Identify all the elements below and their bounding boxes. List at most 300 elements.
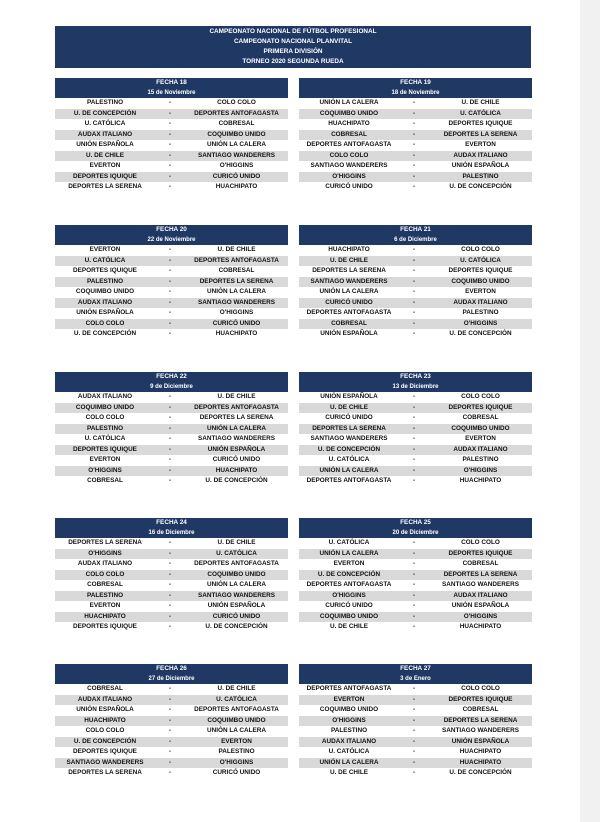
match-separator: - bbox=[412, 602, 416, 609]
match-row bbox=[299, 287, 532, 298]
match-row bbox=[55, 570, 288, 581]
match-row bbox=[55, 737, 288, 748]
match-separator: - bbox=[168, 685, 172, 692]
home-team: COQUIMBO UNIDO bbox=[75, 403, 135, 411]
home-team: O'HIGGINS bbox=[332, 716, 366, 724]
match-separator: - bbox=[168, 424, 172, 432]
match-separator: - bbox=[168, 414, 172, 421]
match-row bbox=[55, 98, 288, 109]
match-row bbox=[55, 298, 288, 309]
away-team: COQUIMBO UNIDO bbox=[207, 130, 266, 138]
away-team: COLO COLO bbox=[461, 539, 500, 546]
match-row bbox=[299, 298, 532, 309]
match-separator: - bbox=[412, 267, 416, 274]
fecha-date: 3 de Enero bbox=[299, 674, 532, 684]
home-team: O'HIGGINS bbox=[88, 549, 122, 557]
away-team: O'HIGGINS bbox=[463, 319, 498, 327]
home-team: DEPORTES LA SERENA bbox=[68, 539, 142, 546]
home-team: PALESTINO bbox=[86, 591, 124, 599]
match-row bbox=[55, 308, 288, 319]
home-team: HUACHIPATO bbox=[328, 120, 370, 127]
away-team: O'HIGGINS bbox=[463, 612, 498, 620]
fecha-block bbox=[55, 225, 288, 340]
match-row bbox=[299, 737, 532, 748]
home-team: U. DE CHILE bbox=[86, 151, 124, 159]
match-separator: - bbox=[412, 612, 416, 620]
home-team: UNIÓN LA CALERA bbox=[319, 466, 379, 474]
away-team: COLO COLO bbox=[217, 99, 256, 106]
fecha-date: 18 de Noviembre bbox=[299, 88, 532, 98]
away-team: COBRESAL bbox=[218, 267, 255, 274]
away-team: U. DE CHILE bbox=[217, 393, 256, 400]
match-row bbox=[55, 747, 288, 758]
match-row bbox=[55, 287, 288, 298]
home-team: U. DE CONCEPCIÓN bbox=[73, 737, 137, 745]
match-separator: - bbox=[412, 298, 416, 306]
away-team: EVERTON bbox=[465, 288, 496, 295]
home-team: UNIÓN ESPAÑOLA bbox=[76, 141, 134, 148]
match-row bbox=[299, 455, 532, 466]
away-team: COBRESAL bbox=[462, 414, 499, 421]
away-team: HUACHIPATO bbox=[459, 758, 502, 766]
fecha-title: FECHA 25 bbox=[299, 518, 532, 528]
away-team: SANTIAGO WANDERERS bbox=[441, 727, 520, 734]
away-team: HUACHIPATO bbox=[459, 623, 502, 630]
match-separator: - bbox=[168, 477, 172, 484]
away-team: DEPORTES ANTOFAGASTA bbox=[194, 560, 279, 567]
match-row bbox=[299, 695, 532, 706]
home-team: UNIÓN ESPAÑOLA bbox=[76, 706, 134, 713]
away-team: UNIÓN LA CALERA bbox=[206, 424, 267, 432]
match-row bbox=[299, 612, 532, 623]
away-team: SANTIAGO WANDERERS bbox=[197, 591, 276, 599]
away-team: CURICÓ UNIDO bbox=[212, 456, 261, 463]
match-separator: - bbox=[168, 539, 172, 546]
home-team: COQUIMBO UNIDO bbox=[319, 706, 379, 713]
away-team: O'HIGGINS bbox=[219, 162, 254, 169]
away-team: SANTIAGO WANDERERS bbox=[441, 581, 520, 588]
away-team: COQUIMBO UNIDO bbox=[207, 716, 266, 724]
home-team: CURICÓ UNIDO bbox=[325, 183, 373, 190]
home-team: UNIÓN ESPAÑOLA bbox=[76, 309, 134, 316]
match-row bbox=[299, 591, 532, 602]
home-team: O'HIGGINS bbox=[332, 591, 366, 599]
home-team: PALESTINO bbox=[86, 424, 124, 432]
home-team: U. DE CHILE bbox=[330, 769, 368, 776]
match-separator: - bbox=[168, 466, 172, 474]
away-team: DEPORTES ANTOFAGASTA bbox=[194, 706, 279, 713]
home-team: HUACHIPATO bbox=[328, 246, 370, 253]
away-team: U. DE CONCEPCIÓN bbox=[449, 183, 512, 190]
header-line-1: CAMPEONATO NACIONAL DE FÚTBOL PROFESIONAL bbox=[209, 28, 377, 35]
away-team: UNIÓN ESPAÑOLA bbox=[451, 737, 510, 745]
match-row bbox=[55, 434, 288, 445]
home-team: U. CATÓLICA bbox=[84, 256, 126, 264]
match-row bbox=[55, 695, 288, 706]
home-team: CURICÓ UNIDO bbox=[325, 414, 373, 421]
home-team: COQUIMBO UNIDO bbox=[319, 612, 379, 620]
fecha-date: 20 de Diciembre bbox=[299, 528, 532, 538]
match-row bbox=[299, 256, 532, 267]
home-team: DEPORTES LA SERENA bbox=[68, 769, 142, 776]
match-separator: - bbox=[412, 288, 416, 295]
scrollbar[interactable] bbox=[580, 0, 600, 822]
match-separator: - bbox=[412, 246, 416, 253]
match-separator: - bbox=[168, 758, 172, 766]
match-separator: - bbox=[412, 758, 416, 766]
home-team: U. CATÓLICA bbox=[84, 435, 126, 442]
away-team: HUACHIPATO bbox=[459, 748, 502, 755]
home-team: U. CATÓLICA bbox=[328, 456, 370, 463]
match-row bbox=[299, 245, 532, 256]
fecha-date: 13 de Diciembre bbox=[299, 382, 532, 392]
home-team: AUDAX ITALIANO bbox=[321, 737, 377, 745]
match-separator: - bbox=[168, 581, 172, 588]
match-row bbox=[55, 151, 288, 162]
match-row bbox=[55, 591, 288, 602]
fecha-block bbox=[299, 225, 532, 340]
match-row bbox=[299, 570, 532, 581]
match-separator: - bbox=[168, 716, 172, 724]
away-team: UNIÓN LA CALERA bbox=[206, 581, 267, 588]
home-team: DEPORTES LA SERENA bbox=[68, 183, 142, 190]
match-separator: - bbox=[168, 591, 172, 599]
home-team: EVERTON bbox=[89, 246, 121, 253]
home-team: SANTIAGO WANDERERS bbox=[66, 758, 144, 766]
away-team: U. DE CHILE bbox=[217, 246, 256, 253]
match-row bbox=[299, 580, 532, 591]
fecha-block bbox=[55, 78, 288, 193]
away-team: DEPORTES IQUIQUE bbox=[448, 267, 513, 274]
home-team: COBRESAL bbox=[87, 581, 123, 588]
away-team: UNIÓN ESPAÑOLA bbox=[207, 602, 266, 609]
home-team: DEPORTES IQUIQUE bbox=[73, 623, 137, 630]
away-team: U. DE CHILE bbox=[217, 539, 256, 546]
match-row bbox=[55, 424, 288, 435]
home-team: HUACHIPATO bbox=[84, 612, 126, 620]
match-row bbox=[55, 130, 288, 141]
match-row bbox=[55, 705, 288, 716]
match-separator: - bbox=[412, 435, 416, 442]
match-separator: - bbox=[412, 560, 416, 567]
home-team: SANTIAGO WANDERERS bbox=[310, 435, 388, 442]
home-team: CURICÓ UNIDO bbox=[325, 602, 373, 609]
home-team: SANTIAGO WANDERERS bbox=[310, 277, 388, 285]
match-separator: - bbox=[412, 319, 416, 327]
match-row bbox=[299, 151, 532, 162]
match-separator: - bbox=[168, 288, 172, 295]
away-team: SANTIAGO WANDERERS bbox=[197, 435, 276, 442]
match-row bbox=[55, 245, 288, 256]
away-team: AUDAX ITALIANO bbox=[453, 445, 508, 453]
match-row bbox=[299, 172, 532, 183]
away-team: UNIÓN ESPAÑOLA bbox=[451, 162, 510, 169]
match-separator: - bbox=[412, 309, 416, 316]
home-team: AUDAX ITALIANO bbox=[77, 130, 133, 138]
fecha-title: FECHA 20 bbox=[55, 225, 288, 235]
match-separator: - bbox=[168, 151, 172, 159]
home-team: DEPORTES ANTOFAGASTA bbox=[306, 685, 392, 692]
away-team: COBRESAL bbox=[462, 560, 499, 567]
home-team: DEPORTES ANTOFAGASTA bbox=[306, 309, 392, 316]
match-separator: - bbox=[412, 445, 416, 453]
fecha-title: FECHA 19 bbox=[299, 78, 532, 88]
fecha-title: FECHA 24 bbox=[55, 518, 288, 528]
away-team: DEPORTES LA SERENA bbox=[443, 130, 518, 138]
match-separator: - bbox=[412, 748, 416, 755]
match-separator: - bbox=[412, 414, 416, 421]
fecha-date: 16 de Diciembre bbox=[55, 528, 288, 538]
home-team: U. CATÓLICA bbox=[328, 748, 370, 755]
home-team: UNIÓN ESPAÑOLA bbox=[320, 393, 378, 400]
match-row bbox=[55, 559, 288, 570]
match-row bbox=[299, 130, 532, 141]
away-team: COBRESAL bbox=[462, 706, 499, 713]
home-team: COBRESAL bbox=[87, 685, 123, 692]
match-row bbox=[299, 140, 532, 151]
home-team: SANTIAGO WANDERERS bbox=[310, 162, 388, 169]
away-team: AUDAX ITALIANO bbox=[453, 591, 508, 599]
home-team: UNIÓN LA CALERA bbox=[319, 758, 379, 766]
away-team: EVERTON bbox=[221, 737, 252, 745]
match-separator: - bbox=[168, 309, 172, 316]
home-team: COLO COLO bbox=[85, 319, 125, 327]
home-team: U. DE CONCEPCIÓN bbox=[73, 109, 137, 117]
match-separator: - bbox=[412, 256, 416, 264]
match-row bbox=[299, 445, 532, 456]
match-separator: - bbox=[412, 539, 416, 546]
match-separator: - bbox=[412, 549, 416, 557]
away-team: COLO COLO bbox=[461, 393, 500, 400]
match-row bbox=[299, 392, 532, 403]
away-team: EVERTON bbox=[465, 435, 496, 442]
match-row bbox=[55, 455, 288, 466]
away-team: CURICÓ UNIDO bbox=[212, 172, 261, 180]
match-row bbox=[299, 476, 532, 487]
home-team: COLO COLO bbox=[85, 414, 125, 421]
away-team: DEPORTES IQUIQUE bbox=[448, 549, 513, 557]
match-separator: - bbox=[412, 716, 416, 724]
match-separator: - bbox=[168, 769, 172, 776]
match-row bbox=[55, 161, 288, 172]
match-separator: - bbox=[412, 477, 416, 484]
away-team: O'HIGGINS bbox=[463, 466, 498, 474]
home-team: COLO COLO bbox=[85, 570, 125, 578]
match-separator: - bbox=[168, 246, 172, 253]
match-separator: - bbox=[412, 769, 416, 776]
match-row bbox=[299, 119, 532, 130]
away-team: EVERTON bbox=[465, 141, 496, 148]
match-separator: - bbox=[168, 256, 172, 264]
away-team: DEPORTES LA SERENA bbox=[199, 414, 274, 421]
match-row bbox=[55, 684, 288, 695]
match-separator: - bbox=[168, 120, 172, 127]
match-row bbox=[299, 466, 532, 477]
away-team: DEPORTES LA SERENA bbox=[199, 277, 274, 285]
fecha-block bbox=[299, 518, 532, 633]
match-row bbox=[299, 716, 532, 727]
home-team: U. DE CONCEPCIÓN bbox=[317, 570, 381, 578]
away-team: SANTIAGO WANDERERS bbox=[197, 298, 276, 306]
match-row bbox=[299, 434, 532, 445]
match-separator: - bbox=[412, 162, 416, 169]
home-team: DEPORTES IQUIQUE bbox=[73, 172, 137, 180]
home-team: DEPORTES IQUIQUE bbox=[73, 267, 137, 274]
match-separator: - bbox=[168, 183, 172, 190]
match-row bbox=[55, 182, 288, 193]
away-team: CURICÓ UNIDO bbox=[212, 319, 261, 327]
match-row bbox=[55, 119, 288, 130]
home-team: CURICÓ UNIDO bbox=[325, 298, 373, 306]
match-row bbox=[55, 140, 288, 151]
away-team: HUACHIPATO bbox=[459, 477, 502, 484]
match-row bbox=[299, 538, 532, 549]
match-separator: - bbox=[168, 162, 172, 169]
home-team: COBRESAL bbox=[331, 319, 367, 327]
away-team: HUACHIPATO bbox=[215, 183, 258, 190]
away-team: COQUIMBO UNIDO bbox=[451, 277, 510, 285]
match-separator: - bbox=[412, 151, 416, 159]
away-team: DEPORTES LA SERENA bbox=[443, 570, 518, 578]
match-separator: - bbox=[168, 602, 172, 609]
match-separator: - bbox=[168, 393, 172, 400]
away-team: AUDAX ITALIANO bbox=[453, 151, 508, 159]
away-team: U. DE CONCEPCIÓN bbox=[449, 769, 512, 776]
match-separator: - bbox=[412, 466, 416, 474]
match-row bbox=[299, 684, 532, 695]
away-team: SANTIAGO WANDERERS bbox=[197, 151, 276, 159]
match-separator: - bbox=[168, 298, 172, 306]
away-team: U. CATÓLICA bbox=[216, 695, 257, 703]
match-separator: - bbox=[168, 319, 172, 327]
match-row bbox=[299, 109, 532, 120]
match-separator: - bbox=[412, 183, 416, 190]
away-team: HUACHIPATO bbox=[215, 330, 258, 337]
home-team: U. DE CHILE bbox=[330, 256, 368, 264]
home-team: COQUIMBO UNIDO bbox=[319, 109, 379, 117]
away-team: O'HIGGINS bbox=[219, 309, 254, 316]
match-separator: - bbox=[168, 267, 172, 274]
match-row bbox=[299, 758, 532, 769]
away-team: U. DE CHILE bbox=[217, 685, 256, 692]
match-row bbox=[299, 277, 532, 288]
match-row bbox=[299, 266, 532, 277]
match-row bbox=[55, 622, 288, 633]
away-team: DEPORTES ANTOFAGASTA bbox=[194, 403, 279, 411]
away-team: PALESTINO bbox=[462, 309, 499, 316]
home-team: PALESTINO bbox=[330, 727, 368, 734]
match-separator: - bbox=[412, 591, 416, 599]
home-team: DEPORTES ANTOFAGASTA bbox=[306, 581, 392, 588]
match-separator: - bbox=[412, 130, 416, 138]
match-row bbox=[55, 256, 288, 267]
away-team: DEPORTES LA SERENA bbox=[443, 716, 518, 724]
away-team: CURICÓ UNIDO bbox=[212, 769, 261, 776]
home-team: U. DE CONCEPCIÓN bbox=[317, 445, 381, 453]
away-team: AUDAX ITALIANO bbox=[453, 298, 508, 306]
match-separator: - bbox=[412, 403, 416, 411]
fecha-date: 6 de Diciembre bbox=[299, 235, 532, 245]
match-row bbox=[299, 768, 532, 779]
home-team: PALESTINO bbox=[86, 99, 124, 106]
match-separator: - bbox=[168, 172, 172, 180]
document-header bbox=[55, 26, 531, 68]
fecha-title: FECHA 18 bbox=[55, 78, 288, 88]
away-team: U. CATÓLICA bbox=[216, 549, 257, 557]
home-team: DEPORTES IQUIQUE bbox=[73, 445, 137, 453]
away-team: PALESTINO bbox=[462, 456, 499, 463]
home-team: UNIÓN ESPAÑOLA bbox=[320, 330, 378, 337]
match-row bbox=[299, 413, 532, 424]
fecha-title: FECHA 27 bbox=[299, 664, 532, 674]
match-separator: - bbox=[168, 570, 172, 578]
away-team: U. DE CONCEPCIÓN bbox=[205, 623, 268, 630]
home-team: AUDAX ITALIANO bbox=[77, 560, 133, 567]
match-separator: - bbox=[168, 130, 172, 138]
fecha-block bbox=[299, 372, 532, 487]
away-team: DEPORTES ANTOFAGASTA bbox=[194, 256, 279, 264]
match-separator: - bbox=[168, 330, 172, 337]
match-separator: - bbox=[168, 99, 172, 106]
home-team: COLO COLO bbox=[329, 151, 369, 159]
match-separator: - bbox=[168, 445, 172, 453]
match-row bbox=[299, 747, 532, 758]
away-team: UNIÓN ESPAÑOLA bbox=[207, 445, 266, 453]
home-team: HUACHIPATO bbox=[84, 716, 126, 724]
match-row bbox=[55, 109, 288, 120]
home-team: U. DE CHILE bbox=[330, 403, 368, 411]
match-separator: - bbox=[412, 581, 416, 588]
match-separator: - bbox=[412, 424, 416, 432]
match-separator: - bbox=[412, 120, 416, 127]
home-team: O'HIGGINS bbox=[332, 172, 366, 180]
home-team: U. DE CHILE bbox=[330, 623, 368, 630]
match-separator: - bbox=[412, 330, 416, 337]
home-team: O'HIGGINS bbox=[88, 466, 122, 474]
home-team: EVERTON bbox=[89, 162, 121, 169]
match-row bbox=[299, 726, 532, 737]
match-separator: - bbox=[168, 435, 172, 442]
match-row bbox=[55, 319, 288, 330]
match-separator: - bbox=[412, 727, 416, 734]
match-separator: - bbox=[168, 403, 172, 411]
home-team: UNIÓN LA CALERA bbox=[319, 99, 379, 106]
match-separator: - bbox=[412, 737, 416, 745]
match-row bbox=[299, 98, 532, 109]
match-separator: - bbox=[412, 393, 416, 400]
home-team: EVERTON bbox=[89, 602, 121, 609]
fecha-title: FECHA 26 bbox=[55, 664, 288, 674]
match-row bbox=[299, 319, 532, 330]
match-separator: - bbox=[412, 456, 416, 463]
match-row bbox=[55, 768, 288, 779]
fecha-date: 9 de Diciembre bbox=[55, 382, 288, 392]
match-separator: - bbox=[168, 109, 172, 117]
match-row bbox=[55, 277, 288, 288]
fecha-title: FECHA 21 bbox=[299, 225, 532, 235]
fecha-date: 22 de Noviembre bbox=[55, 235, 288, 245]
match-row bbox=[55, 580, 288, 591]
home-team: AUDAX ITALIANO bbox=[77, 695, 133, 703]
match-row bbox=[55, 726, 288, 737]
match-separator: - bbox=[412, 706, 416, 713]
away-team: CURICÓ UNIDO bbox=[212, 612, 261, 620]
match-row bbox=[55, 549, 288, 560]
fecha-block bbox=[299, 664, 532, 779]
home-team: AUDAX ITALIANO bbox=[77, 393, 133, 400]
match-row bbox=[55, 476, 288, 487]
fecha-date: 27 de Diciembre bbox=[55, 674, 288, 684]
